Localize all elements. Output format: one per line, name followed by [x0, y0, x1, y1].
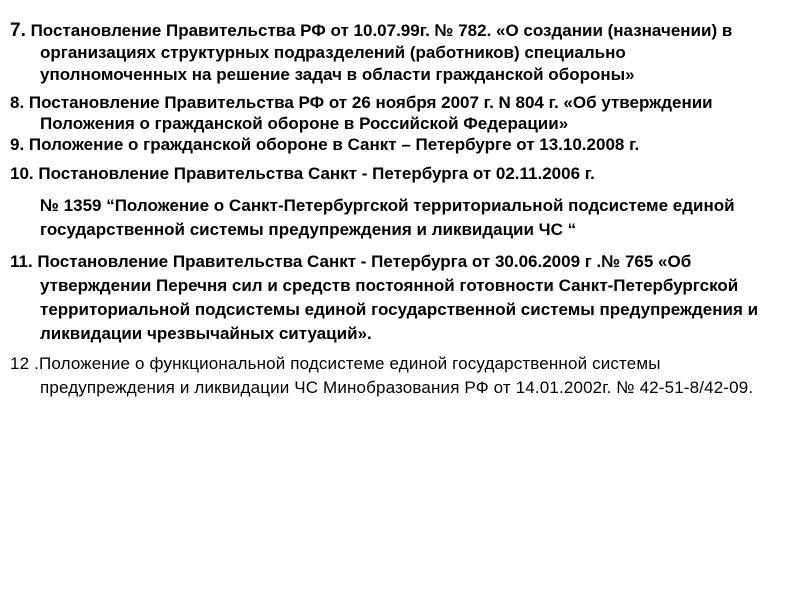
- item-text: Постановление Правительства Санкт - Петербурга от 02.11.2006 г.: [33, 164, 595, 183]
- item-text: Постановление Правительства Санкт - Петербурга от 30.06.2009 г .№ 765 «Об утверждении Перечня сил и средств постоянной готовности Санкт-Петербургской территориальной подсистемы единой государственной системы предупреждения и ликвидации чрезвычайных ситуаций».: [32, 252, 759, 343]
- item-text: Положение о гражданской обороне в Санкт – Петербурге от 13.10.2008 г.: [24, 135, 640, 154]
- item-number: 8.: [10, 93, 25, 112]
- item-text: Постановление Правительства РФ от 26 ноября 2007 г. N 804 г. «Об утверждении Положения о гражданской обороне в Российской Федерации»: [24, 93, 713, 133]
- item-number: 10.: [10, 164, 34, 183]
- list-item-12: [10, 352, 776, 400]
- list-item-7: [10, 20, 776, 86]
- list-item-10: [10, 163, 776, 185]
- item-text: .Положение о функциональной подсистеме единой государственной системы предупреждения и ликвидации ЧС Минобразования РФ от 14.01.2002г. № 42-51-8/42-09.: [29, 354, 754, 397]
- item-number: 11.: [10, 252, 33, 271]
- item-number: 7.: [10, 20, 26, 41]
- item-number: 12: [10, 354, 30, 373]
- list-item-11: [10, 250, 776, 346]
- item-number: 9.: [10, 135, 25, 154]
- list-item-8: [10, 92, 776, 134]
- list-item-10-continuation: [40, 194, 776, 242]
- item-continuation-text: № 1359 “Положение о Санкт-Петербургской территориальной подсистеме единой государственной системы предупреждения и ликвидации ЧС “: [40, 196, 735, 239]
- item-text: Постановление Правительства РФ от 10.07.99г. № 782. «О создании (назначении) в организациях структурных подразделений (работников) специально уполномоченных на решение задач в области гражданской обороны»: [25, 21, 733, 84]
- list-item-9: [10, 134, 776, 156]
